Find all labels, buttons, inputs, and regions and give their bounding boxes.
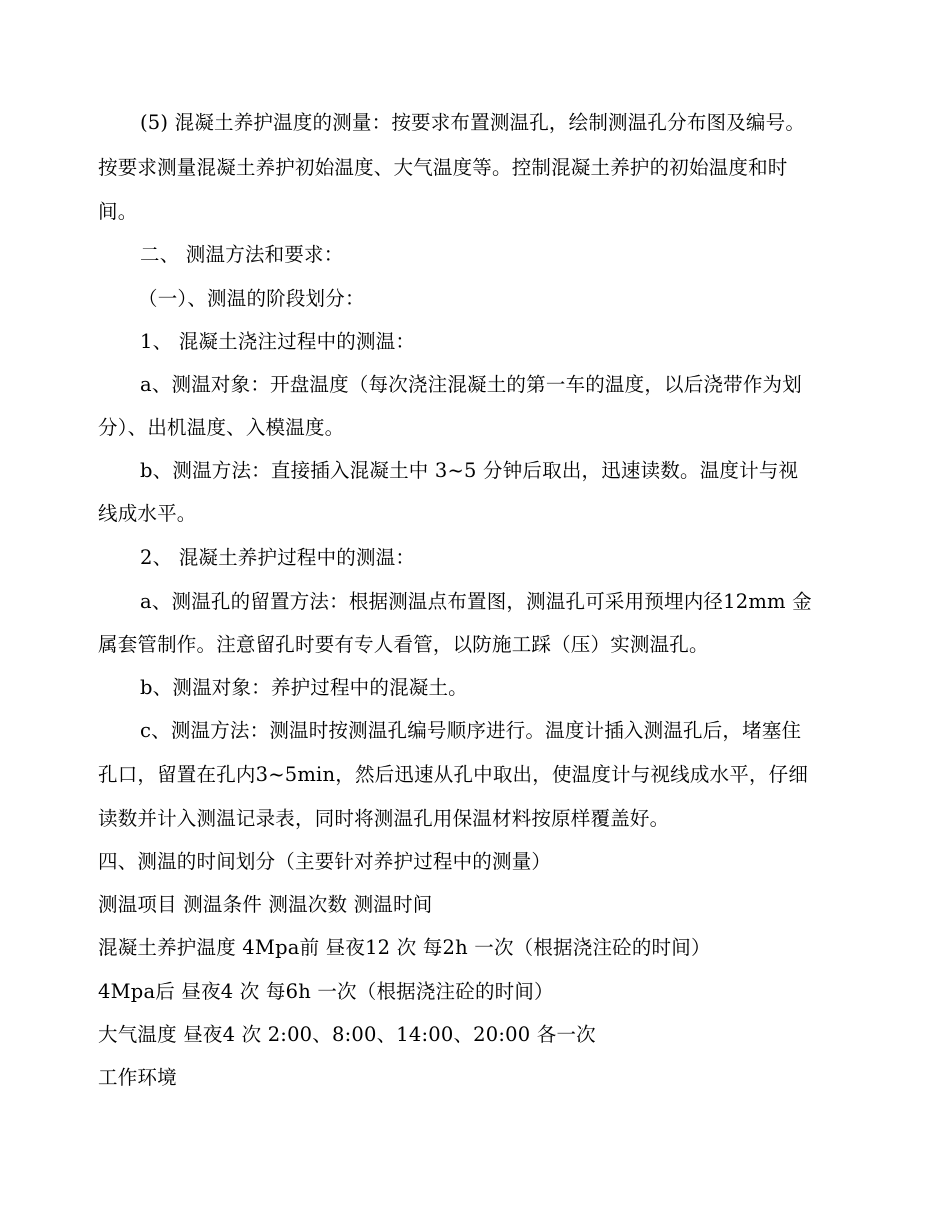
- item-2a-line-2: 属套管制作。注意留孔时要有专人看管，以防施工踩（压）实测温孔。: [98, 633, 709, 656]
- item-heading-1: 1、 混凝土浇注过程中的测温：: [140, 330, 416, 353]
- item-1a-line-1: a、测温对象：开盘温度（每次浇注混凝土的第一车的温度，以后浇带作为划: [140, 373, 802, 396]
- item-1a-line-2: 分）、出机温度、入模温度。: [98, 416, 345, 439]
- item-2c-line-1: c、测温方法：测温时按测温孔编号顺序进行。温度计插入测温孔后，堵塞住: [140, 719, 802, 742]
- section-heading-4: 四、测温的时间划分（主要针对养护过程中的测量）: [98, 850, 552, 873]
- schedule-row-3: 大气温度 昼夜4 次 2:00、8:00、14:00、20:00 各一次: [98, 1023, 596, 1046]
- item-heading-2: 2、 混凝土养护过程中的测温：: [140, 546, 416, 569]
- item-1b-line-1: b、测温方法：直接插入混凝土中 3~5 分钟后取出，迅速读数。温度计与视: [140, 459, 799, 482]
- item-2c-line-3: 读数并计入测温记录表，同时将测温孔用保温材料按原样覆盖好。: [98, 807, 670, 830]
- paragraph-5-line-3: 间。: [98, 200, 138, 223]
- item-2a-line-1: a、测温孔的留置方法：根据测温点布置图，测温孔可采用预埋内径12mm 金: [140, 590, 812, 613]
- item-2b-line-1: b、测温对象：养护过程中的混凝土。: [140, 676, 468, 699]
- section-heading-2: 二、 测温方法和要求：: [140, 243, 344, 266]
- subsection-heading-1: （一）、测温的阶段划分：: [138, 287, 365, 310]
- item-2c-line-2: 孔口，留置在孔内3~5min，然后迅速从孔中取出，使温度计与视线成水平，仔细: [98, 763, 809, 786]
- schedule-row-2: 4Mpa后 昼夜4 次 每6h 一次（根据浇注砼的时间）: [98, 980, 554, 1003]
- item-1b-line-2: 线成水平。: [98, 502, 197, 525]
- schedule-row-1: 混凝土养护温度 4Mpa前 昼夜12 次 每2h 一次（根据浇注砼的时间）: [98, 936, 711, 959]
- paragraph-5-line-2: 按要求测量混凝土养护初始温度、大气温度等。控制混凝土养护的初始温度和时: [98, 156, 788, 179]
- schedule-header-row: 测温项目 测温条件 测温次数 测温时间: [98, 893, 433, 916]
- paragraph-5-line-1: (5) 混凝土养护温度的测量：按要求布置测温孔，绘制测温孔分布图及编号。: [140, 111, 806, 134]
- schedule-row-4: 工作环境: [98, 1066, 177, 1089]
